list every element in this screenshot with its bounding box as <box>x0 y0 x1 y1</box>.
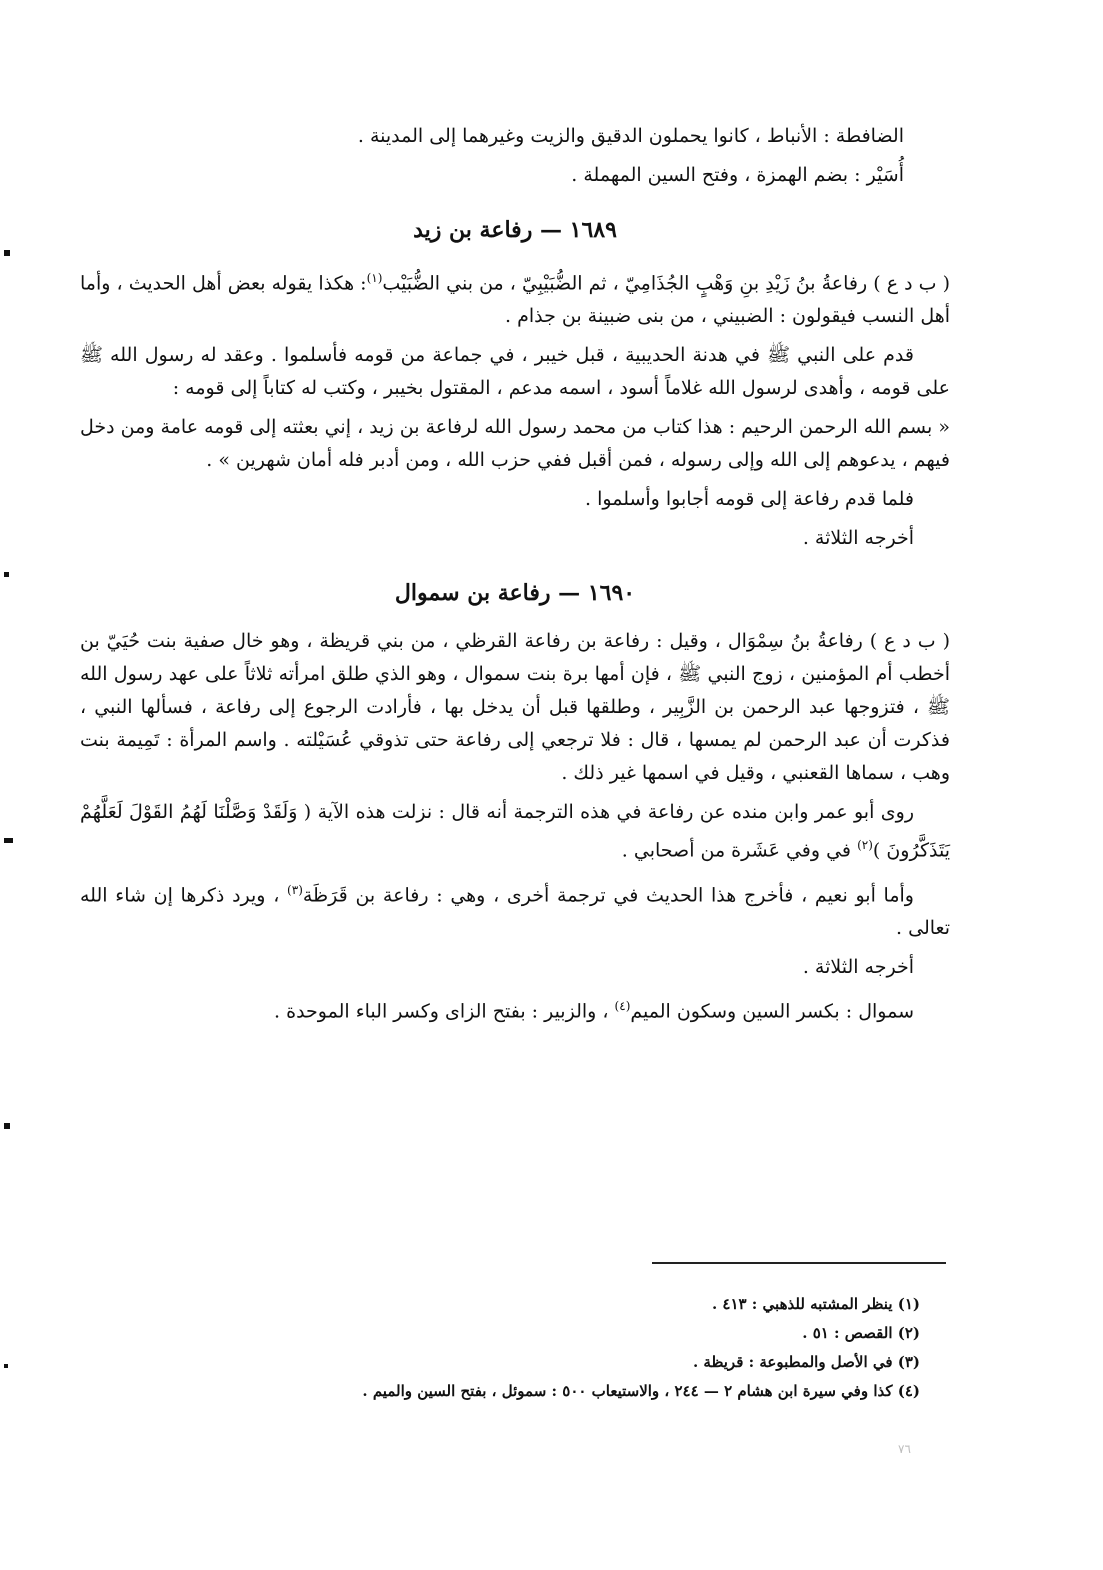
footnote-ref-4: (٤) <box>614 998 631 1013</box>
footnote-4: (٤) كذا وفي سيرة ابن هشام ٢ — ٢٤٤ ، والاستيعاب ٥٠٠ : سموئل ، بفتح السين والميم . <box>362 1382 920 1400</box>
footnote-divider <box>652 1262 946 1264</box>
entry-1689-paragraph-1 <box>80 262 950 333</box>
footnote-1: (١) ينظر المشتبه للذهبي : ٤١٣ . <box>711 1295 920 1313</box>
intro-line-1: الضافطة : الأنباط ، كانوا يحملون الدقيق والزيت وغيرهما إلى المدينة . <box>357 125 904 147</box>
scan-margin-mark <box>4 1364 8 1368</box>
entry-1690-p3-rest: ، ويرد ذكرها إن شاء الله تعالى . <box>80 883 950 939</box>
entry-1689-p1-text: ( ب د ع ) رفاعةُ بنُ زَيْدِ بنِ وَهْبٍ الجُذَامِيّ ، ثم الضُّبَيْبِيّ ، من بني الضُّبَيْب <box>382 272 951 295</box>
entry-1689-heading: ١٦٨٩ — رفاعة بن زيد <box>413 217 617 243</box>
footnote-ref-3: (٣) <box>287 882 303 897</box>
entry-1689-p1-rest: : هكذا يقوله بعض أهل الحديث ، وأما أهل النسب فيقولون : الضبيني ، من بنى ضبينة بن جذام . <box>80 272 950 328</box>
entry-1690-p5-text: سموال : بكسر السين وسكون الميم <box>630 1000 914 1023</box>
page-body <box>80 120 950 1034</box>
scan-margin-mark <box>4 838 13 843</box>
entry-1689-sources: أخرجه الثلاثة . <box>802 527 914 550</box>
page-number: ٧٦ <box>898 1442 911 1456</box>
entry-1690-heading: ١٦٩٠ — رفاعة بن سموال <box>394 580 636 607</box>
entry-1690-paragraph-1: ( ب د ع ) رفاعةُ بنُ سِمْوَال ، وقيل : رفاعة بن رفاعة القرظي ، من بني قريظة ، وهو خال صفية بنت حُيَيّ بن أخطب أم المؤمنين ، زوج النبي ﷺ ، فإن أمها برة بنت سموال ، وهو الذي طلق امرأته ثلاثاً على عهد رسول الله ﷺ ، فتزوجها عبد الرحمن بن الزَّبِير ، وطلقها قبل أن يدخل بها ، فأرادت الرجوع إلى رفاعة ، فسألها النبي ، فذكرت أن عبد الرحمن لم يمسها ، قال : فلا ترجعي إلى رفاعة حتى تذوقي عُسَيْلته . واسم المرأة : تَمِيمة بنت وهب ، سماها القعنبي ، وقيل في اسمها غير ذلك . <box>80 630 950 785</box>
footnote-ref-2: (٢) <box>857 838 873 853</box>
entry-1690-p2-rest: في وفي عَشَرة من أصحابي . <box>621 839 852 862</box>
footnotes <box>280 1290 920 1406</box>
entry-1689-paragraph-2: قدم على النبي ﷺ في هدنة الحديبية ، قبل خيبر ، في جماعة من قومه فأسلموا . وعقد له رسول الله ﷺ على قومه ، وأهدى لرسول الله غلاماً أسود ، اسمه مدعم ، المقتول بخيبر ، وكتب له كتاباً إلى قومه : <box>80 344 950 400</box>
entry-1690-p3-text: وأما أبو نعيم ، فأخرج هذا الحديث في ترجمة أخرى ، وهي : رفاعة بن قَرَظَة <box>302 883 914 906</box>
scan-margin-mark <box>4 1123 10 1129</box>
entry-1690-p2-text: روى أبو عمر وابن منده عن رفاعة في هذه الترجمة أنه قال : نزلت هذه الآية ( وَلَقَدْ وَصَّلْنَا لَهُمُ القَوْلَ لَعَلَّهُمْ يَتَذَكَّرُونَ ) <box>80 801 950 862</box>
entry-1689-paragraph-4: فلما قدم رفاعة إلى قومه أجابوا وأسلموا . <box>585 488 914 511</box>
entry-1690-paragraph-5 <box>80 990 950 1028</box>
entry-1690-paragraph-2 <box>80 796 950 867</box>
scan-margin-mark <box>4 572 9 577</box>
footnote-2: (٢) القصص : ٥١ . <box>802 1324 920 1342</box>
intro-line-2: أُسَيْر : بضم الهمزة ، وفتح السين المهملة . <box>571 164 904 186</box>
scan-margin-mark <box>4 250 10 256</box>
entry-1690-p5-rest: ، والزبير : بفتح الزاى وكسر الباء الموحدة . <box>274 1000 609 1023</box>
entry-1690-paragraph-3 <box>80 874 950 945</box>
entry-1690-sources: أخرجه الثلاثة . <box>802 955 914 978</box>
footnote-ref-1: (١) <box>366 271 383 285</box>
footnote-3: (٣) في الأصل والمطبوعة : قريظة . <box>692 1353 920 1371</box>
entry-1689-letter: « بسم الله الرحمن الرحيم : هذا كتاب من محمد رسول الله لرفاعة بن زيد ، إني بعثته إلى قومه عامة ومن دخل فيهم ، يدعوهم إلى الله وإلى رسوله ، فمن أقبل ففي حزب الله ، ومن أدبر فله أمان شهرين » . <box>80 416 950 472</box>
